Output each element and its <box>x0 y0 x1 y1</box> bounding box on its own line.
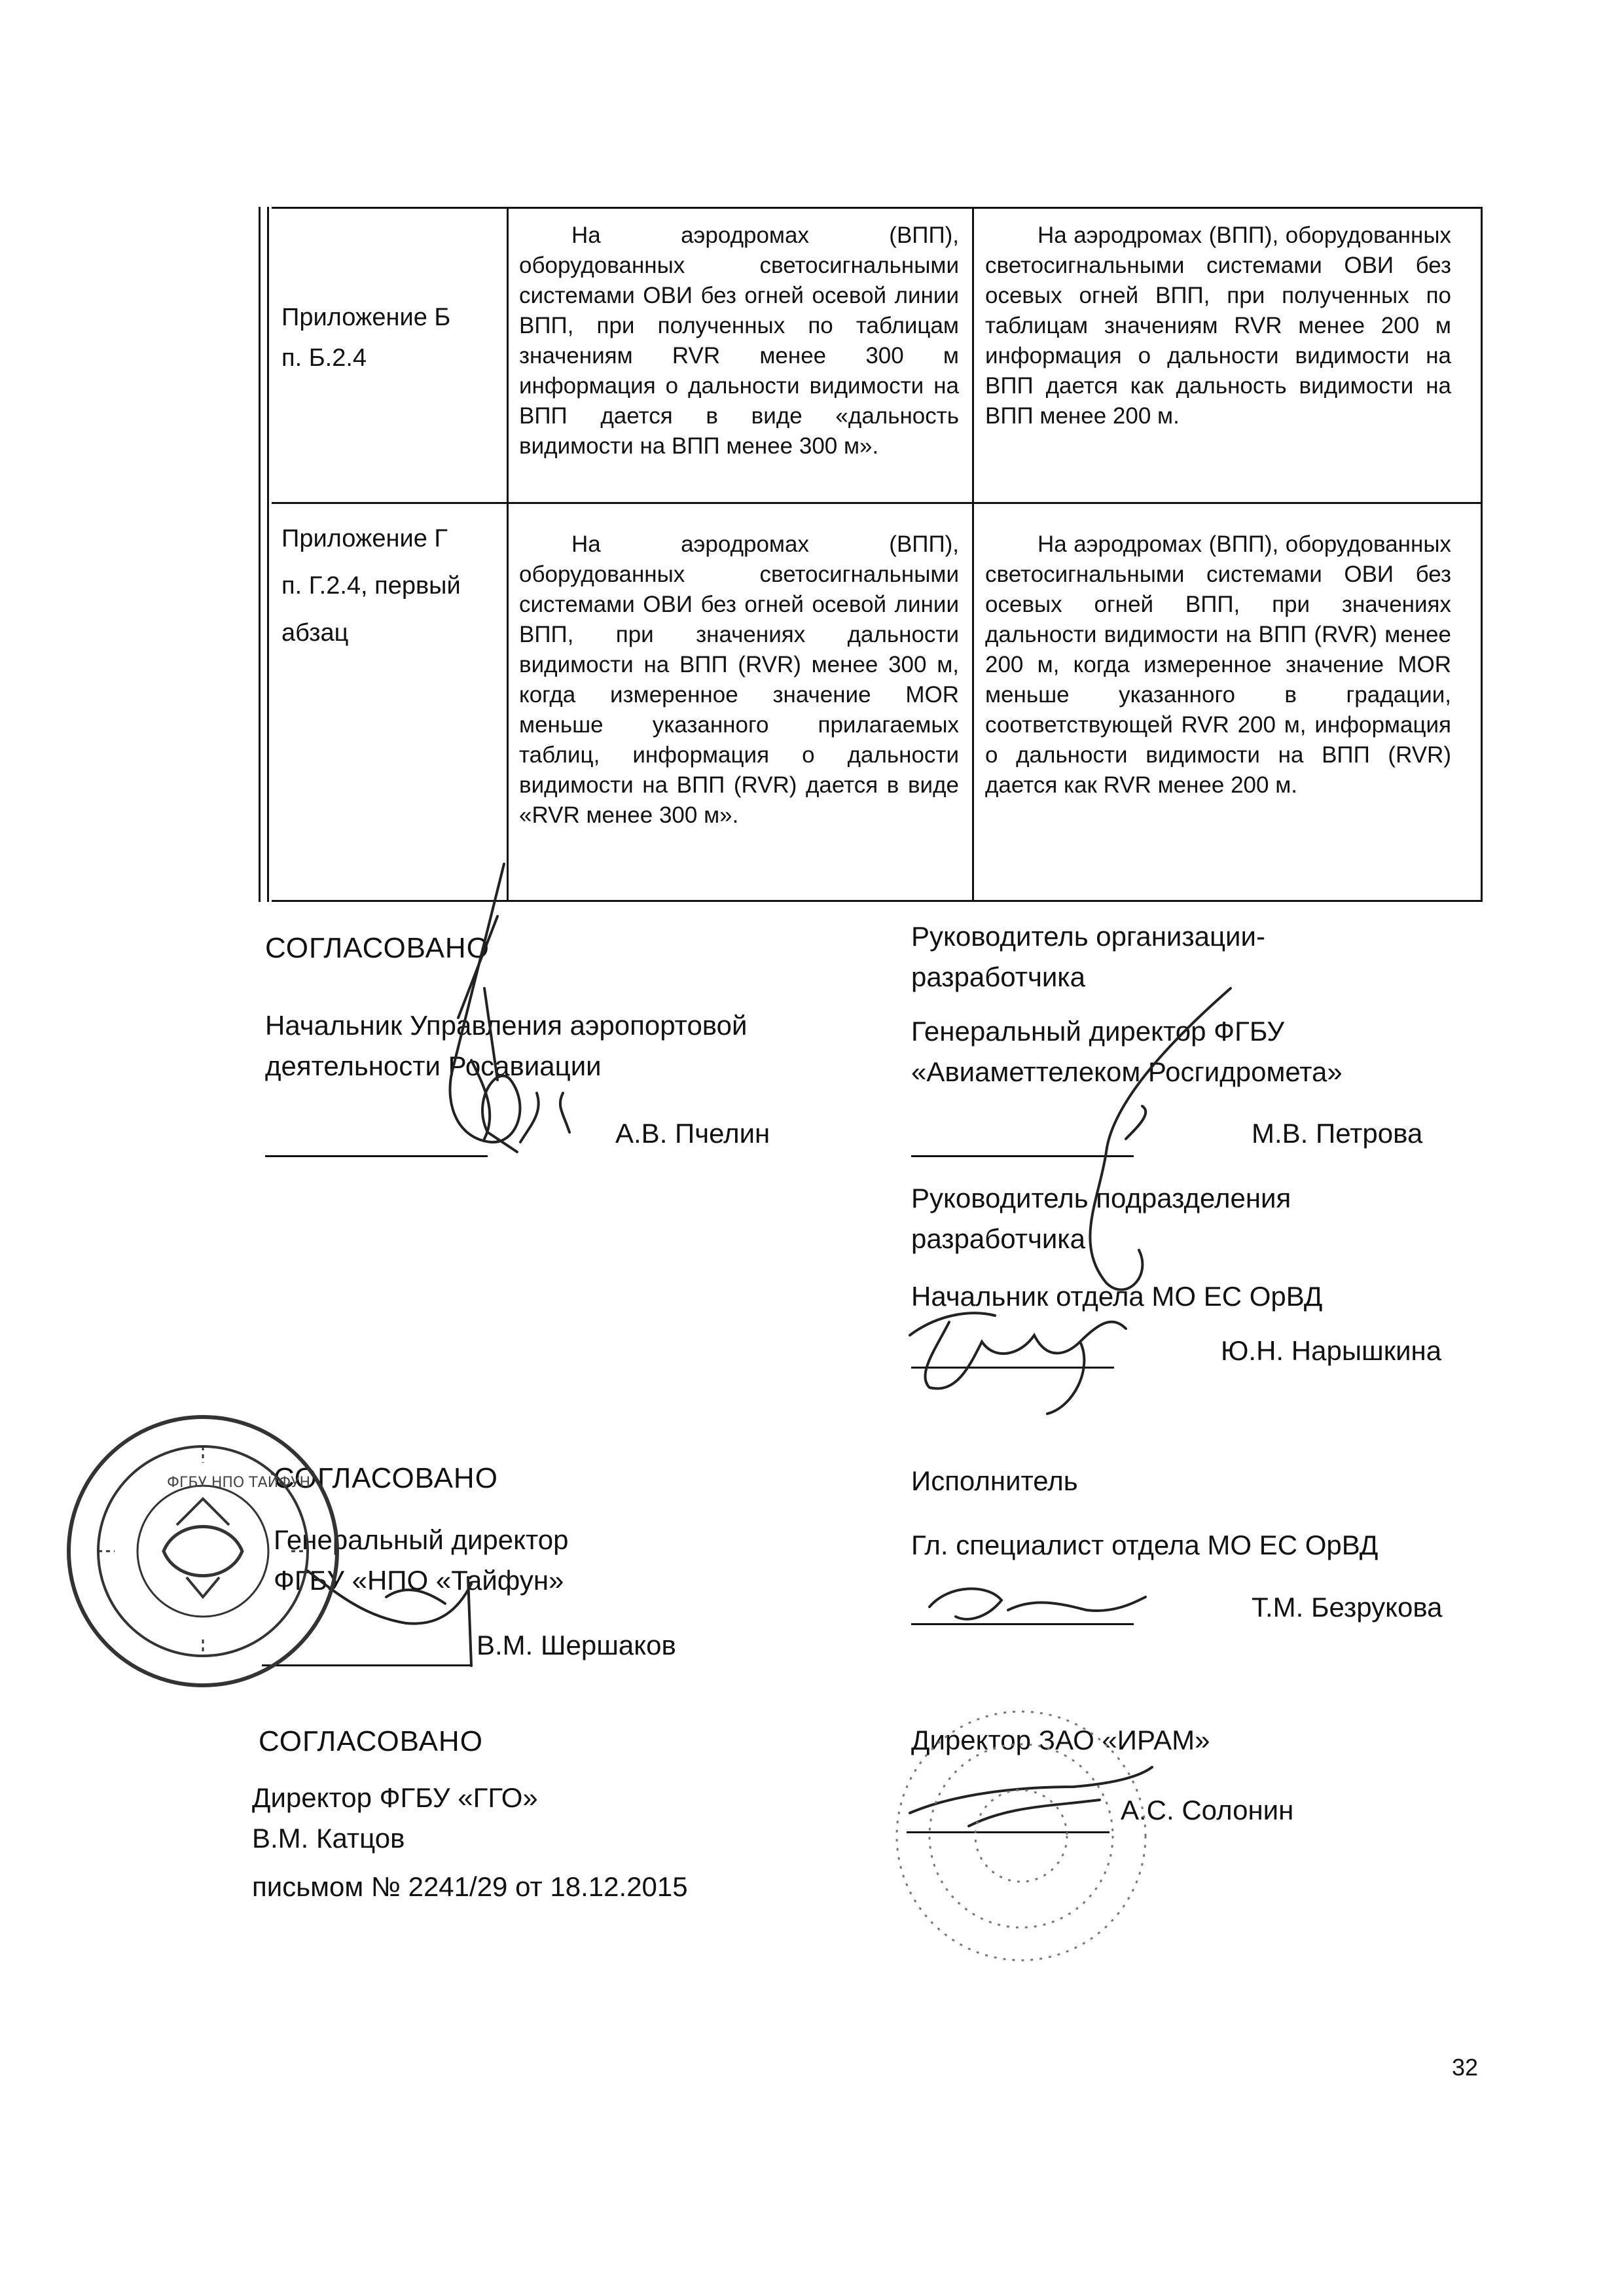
org-head-position: Генеральный директор ФГБУ «Авиаметтелеком Росгидромета» <box>911 1016 1343 1087</box>
approval-letter-reference: письмом № 2241/29 от 18.12.2015 <box>252 1871 688 1902</box>
changes-table <box>272 207 1483 902</box>
handwritten-signature <box>929 1588 1146 1619</box>
signature-line <box>911 1155 1134 1157</box>
page-number: 32 <box>1452 2054 1479 2081</box>
table-row-2-location: Приложение Г п. Г.2.4, первый абзац <box>281 525 461 647</box>
table-row-1-old-text: На аэродромах (ВПП), оборудованных светосигнальными системами ОВИ без огней осевой линии ВПП, при полученных по таблицам значениям RVR менее 300 м информация о дальности видимости на ВПП дается в виде «дальность видимости на ВПП менее 300 м». <box>519 223 959 459</box>
table-row-1-new-text: На аэродромах (ВПП), оборудованных светосигнальными системами ОВИ без осевых огней ВПП, при полученных по таблицам значениям RVR менее 200 м информация о дальности видимости на ВПП дается как дальность видимости на ВПП менее 200 м. <box>985 223 1451 429</box>
handwritten-signature <box>1126 1106 1146 1139</box>
signature-line <box>911 1623 1134 1625</box>
table-row-1-location: Приложение Б п. Б.2.4 <box>281 304 451 372</box>
approved-heading-1: СОГЛАСОВАНО <box>265 932 490 964</box>
approved-1-name: А.В. Пчелин <box>615 1118 770 1149</box>
dept-head-name: Ю.Н. Нарышкина <box>1221 1335 1442 1366</box>
column-divider <box>507 209 509 900</box>
iram-position: Директор ЗАО «ИРАМ» <box>911 1725 1210 1755</box>
approved-2-position: Генеральный директор ФГБУ «НПО «Тайфун» <box>274 1524 569 1596</box>
table-left-border <box>259 207 261 902</box>
iram-name: А.С. Солонин <box>1121 1795 1294 1825</box>
dept-head-heading: Руководитель подразделения разработчика <box>911 1183 1291 1254</box>
org-head-heading: Руководитель организации- разработчика <box>911 921 1265 992</box>
executor-name: Т.М. Безрукова <box>1252 1592 1443 1623</box>
row-divider <box>272 502 1481 504</box>
org-head-name: М.В. Петрова <box>1252 1118 1423 1149</box>
handwritten-signature <box>910 1767 1152 1826</box>
table-left-border-inner <box>267 207 269 902</box>
seal-lettering: ФГБУ НПО ТАЙФУН <box>167 1475 311 1491</box>
approved-heading-3: СОГЛАСОВАНО <box>259 1725 483 1757</box>
approved-heading-2: СОГЛАСОВАНО <box>274 1462 498 1494</box>
executor-heading: Исполнитель <box>911 1465 1078 1496</box>
executor-position: Гл. специалист отдела МО ЕС ОрВД <box>911 1530 1379 1560</box>
signature-line <box>907 1831 1110 1833</box>
approved-2-name: В.М. Шершаков <box>477 1630 676 1660</box>
handwritten-signature <box>520 1093 569 1142</box>
table-row-2-old-text: На аэродромах (ВПП), оборудованных светосигнальными системами ОВИ без огней осевой линии ВПП, при значениях дальности видимости на ВПП (RVR) менее 300 м, когда измеренное значение MOR меньше указанного прилагаемых таблиц, информация о дальности видимости на ВПП (RVR) дается в виде «RVR менее 300 м». <box>519 531 959 828</box>
approved-3-position: Директор ФГБУ «ГГО» В.М. Катцов <box>252 1782 538 1854</box>
handwritten-signature <box>910 1313 1126 1414</box>
table-row-2-new-text: На аэродромах (ВПП), оборудованных светосигнальными системами ОВИ без осевых огней ВПП, при значениях дальности видимости на ВПП (RVR) менее 200 м, когда измеренное значение MOR меньше указанного в градации, соответствующей RVR 200 м, информация о дальности видимости на ВПП (RVR) дается как RVR менее 200 м. <box>985 531 1451 798</box>
column-divider <box>972 209 974 900</box>
signature-line <box>265 1155 488 1157</box>
signature-line <box>911 1367 1114 1369</box>
signature-line <box>262 1664 471 1666</box>
dept-head-position: Начальник отдела МО ЕС ОрВД <box>911 1281 1323 1312</box>
approved-1-position: Начальник Управления аэропортовой деятельности Росавиации <box>265 1010 748 1081</box>
